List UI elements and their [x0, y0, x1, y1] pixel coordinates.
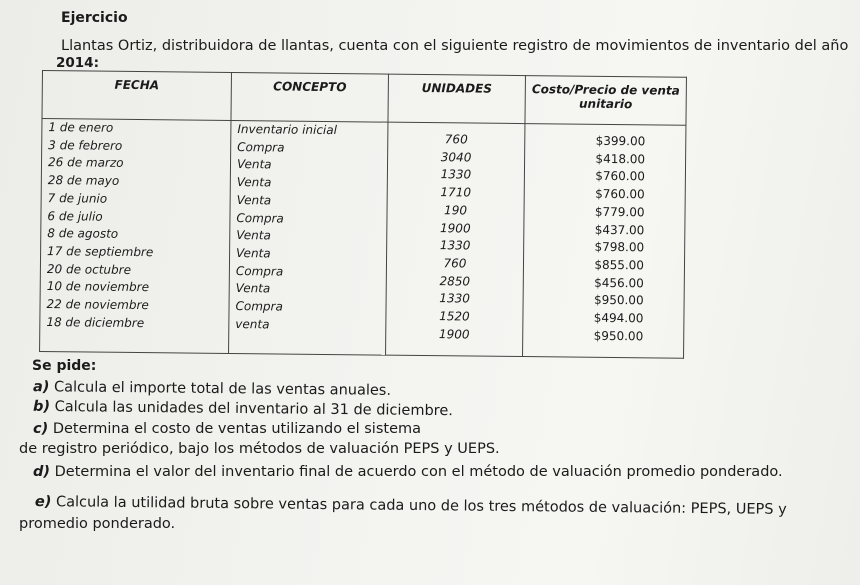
concepto-cell: Venta — [236, 175, 272, 190]
fecha-cell: 6 de julio — [47, 208, 103, 224]
intro-line-2: 2014: — [56, 55, 99, 71]
question-letter: d) — [33, 464, 51, 480]
fecha-cell: 10 de noviembre — [46, 279, 150, 295]
concepto-cell: Venta — [236, 228, 271, 243]
costo-cell: $437.00 — [594, 222, 645, 237]
unidades-cell: 1900 — [440, 220, 471, 236]
question-d — [33, 464, 783, 481]
costo-cell: $950.00 — [593, 293, 644, 308]
question-letter: c) — [33, 421, 49, 437]
exercise-heading: Ejercicio — [61, 10, 128, 26]
se-pide-heading: Se pide: — [32, 358, 97, 374]
fecha-cell: 7 de junio — [47, 190, 108, 206]
costo-cell: $855.00 — [594, 257, 645, 273]
costo-cell: $779.00 — [594, 204, 645, 220]
inventory-table — [39, 70, 687, 359]
fecha-cell: 26 de marzo — [47, 155, 124, 171]
fecha-column — [40, 119, 231, 354]
concepto-column — [229, 120, 388, 355]
fecha-cell: 1 de enero — [48, 120, 114, 135]
question-letter: a) — [32, 379, 50, 396]
fecha-cell: 3 de febrero — [48, 137, 123, 153]
unidades-column — [386, 122, 525, 356]
unidades-cell: 760 — [443, 256, 467, 271]
fecha-cell: 28 de mayo — [47, 173, 120, 188]
concepto-cell: venta — [235, 316, 270, 332]
header-unidades: UNIDADES — [388, 74, 525, 123]
question-c-continuation: de registro periódico, bajo los métodos de valuación PEPS y UEPS. — [19, 441, 500, 457]
fecha-cell: 20 de octubre — [46, 261, 132, 277]
costo-column — [523, 124, 686, 359]
question-letter: e) — [34, 494, 52, 511]
question-text: Determina el valor del inventario final de acuerdo con el método de valuación promedio ponderado. — [54, 464, 783, 480]
concepto-cell: Compra — [235, 263, 284, 279]
concepto-cell: Inventario inicial — [237, 122, 338, 138]
question-b — [33, 399, 453, 420]
question-text: Calcula el importe total de las ventas anuales. — [53, 379, 392, 399]
unidades-cell: 1520 — [439, 309, 470, 324]
question-letter: b) — [32, 398, 51, 415]
question-text: Determina el costo de ventas utilizando el sistema — [52, 421, 422, 437]
costo-cell: $399.00 — [595, 133, 646, 149]
intro-paragraph — [56, 38, 851, 72]
question-text: Calcula la utilidad bruta sobre ventas para cada uno de los tres métodos de valuación: PEPS, UEPS y — [55, 494, 787, 518]
costo-cell: $760.00 — [595, 169, 645, 184]
concepto-cell: Venta — [236, 157, 272, 172]
unidades-cell: 1330 — [440, 167, 472, 182]
concepto-cell: Venta — [235, 281, 271, 296]
unidades-cell: 3040 — [440, 149, 472, 165]
unidades-cell: 1330 — [439, 238, 471, 253]
question-a — [33, 379, 391, 400]
table-body-row — [40, 119, 686, 359]
header-costo: Costo/Precio de venta unitario — [525, 76, 686, 126]
concepto-cell: Compra — [235, 299, 283, 314]
question-text: Calcula las unidades del inventario al 31 de diciembre. — [54, 399, 453, 420]
concepto-cell: Venta — [236, 245, 271, 261]
fecha-cell: 17 de septiembre — [47, 243, 154, 260]
unidades-cell: 1900 — [438, 326, 470, 342]
costo-cell: $950.00 — [593, 328, 644, 344]
inventory-table-wrapper — [39, 70, 680, 359]
costo-cell: $494.00 — [593, 310, 644, 326]
unidades-cell: 2850 — [439, 273, 471, 289]
unidades-cell: 760 — [444, 132, 468, 147]
header-concepto: CONCEPTO — [231, 72, 388, 122]
costo-cell: $798.00 — [594, 240, 645, 255]
concepto-cell: Venta — [236, 192, 272, 208]
fecha-cell: 8 de agosto — [47, 226, 119, 242]
question-e-continuation: promedio ponderado. — [19, 516, 176, 532]
costo-cell: $418.00 — [595, 151, 646, 167]
fecha-cell: 18 de diciembre — [46, 314, 145, 330]
table-header-row — [42, 71, 686, 126]
intro-line-1: Llantas Ortiz, distribuidora de llantas, cuenta con el siguiente registro de movimientos de inventario del año — [61, 38, 849, 54]
fecha-cell: 22 de noviembre — [46, 297, 149, 313]
question-c — [33, 421, 421, 438]
concepto-cell: Compra — [236, 210, 284, 226]
concepto-cell: Compra — [237, 139, 285, 155]
header-fecha: FECHA — [42, 71, 231, 121]
unidades-cell: 190 — [444, 203, 468, 218]
unidades-cell: 1330 — [439, 291, 470, 306]
costo-cell: $456.00 — [594, 275, 644, 290]
costo-cell: $760.00 — [595, 186, 645, 202]
unidades-cell: 1710 — [440, 185, 472, 200]
